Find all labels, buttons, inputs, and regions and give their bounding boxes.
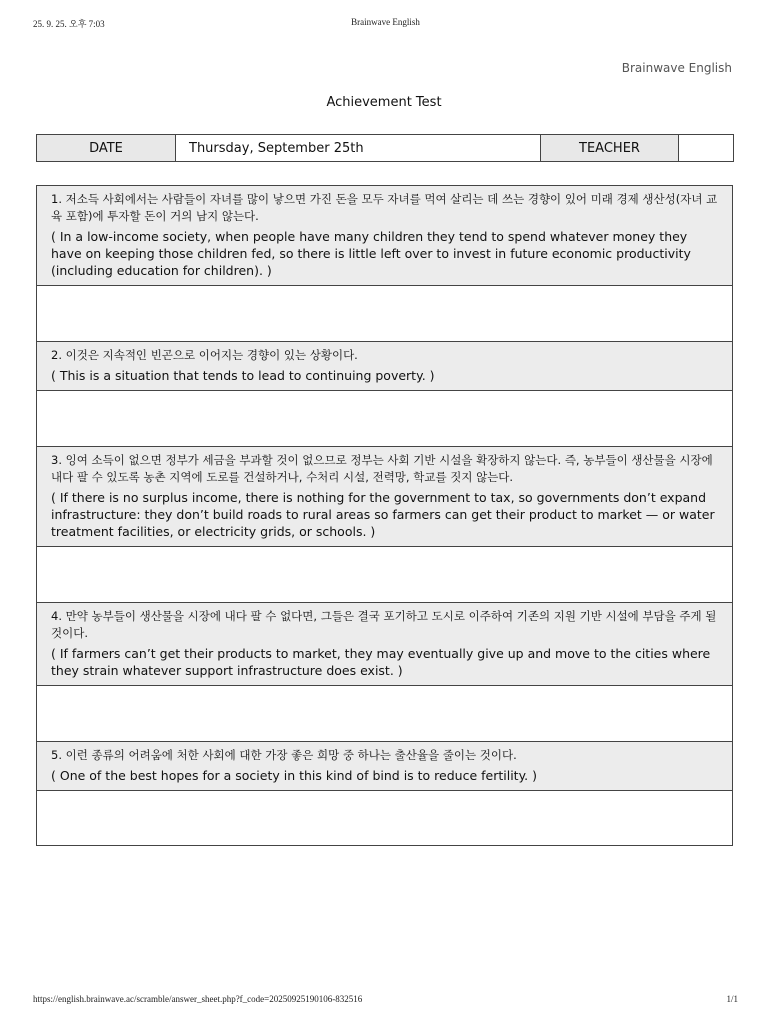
question-4-english: ( If farmers can’t get their products to market, they may eventually give up and move to the cities where they strain whatever support infrastructure does exist. )	[51, 646, 711, 678]
question-1-answer-box[interactable]	[37, 286, 732, 342]
page-number: 1/1	[726, 994, 738, 1004]
question-3-answer-box[interactable]	[37, 547, 732, 603]
question-1	[37, 186, 732, 286]
question-2-korean: 2. 이것은 지속적인 빈곤으로 이어지는 경향이 있는 상황이다.	[51, 348, 358, 362]
page-title: Achievement Test	[326, 95, 442, 110]
question-2	[37, 342, 732, 391]
question-4-answer-box[interactable]	[37, 686, 732, 742]
info-table	[36, 134, 734, 162]
question-5-korean: 5. 이런 종류의 어려움에 처한 사회에 대한 가장 좋은 희망 중 하나는 출산율을 줄이는 것이다.	[51, 748, 517, 762]
question-5-english: ( One of the best hopes for a society in this kind of bind is to reduce fertility. )	[51, 768, 538, 783]
question-1-korean: 1. 저소득 사회에서는 사람들이 자녀를 많이 낳으면 가진 돈을 모두 자녀를 먹여 살리는 데 쓰는 경향이 있어 미래 경제 생산성(자녀 교육 포함)에 투자할 돈이 거의 남지 않는다.	[51, 192, 718, 223]
teacher-value	[679, 135, 734, 162]
question-4-korean: 4. 만약 농부들이 생산물을 시장에 내다 팔 수 없다면, 그들은 결국 포기하고 도시로 이주하여 기존의 지원 기반 시설에 부담을 주게 될 것이다.	[51, 609, 717, 640]
question-5-answer-box[interactable]	[37, 791, 732, 845]
question-3-english: ( If there is no surplus income, there is nothing for the government to tax, so governments don’t expand infrastructure: they don’t build roads to rural areas so farmers can get their product to market — or water treatment facilities, or electricity grids, or schools. )	[51, 490, 715, 539]
teacher-label: TEACHER	[541, 135, 679, 162]
date-label: DATE	[37, 135, 176, 162]
question-5	[37, 742, 732, 791]
brand-label: Brainwave English	[621, 61, 732, 75]
question-2-english: ( This is a situation that tends to lead to continuing poverty. )	[51, 368, 435, 383]
question-4	[37, 603, 732, 686]
question-3	[37, 447, 732, 547]
question-list	[36, 185, 733, 846]
print-date: 25. 9. 25. 오후 7:03	[33, 19, 105, 29]
question-2-answer-box[interactable]	[37, 391, 732, 447]
question-3-korean: 3. 잉여 소득이 없으면 정부가 세금을 부과할 것이 없으므로 정부는 사회 기반 시설을 확장하지 않는다. 즉, 농부들이 생산물을 시장에 내다 팔 수 있도록 농촌 지역에 도로를 건설하거나, 수처리 시설, 전력망, 학교를 짓지 않는다.	[51, 453, 713, 484]
print-title: Brainwave English	[351, 17, 420, 27]
date-value: Thursday, September 25th	[176, 135, 541, 162]
print-url: https://english.brainwave.ac/scramble/answer_sheet.php?f_code=20250925190106-832516	[33, 994, 363, 1004]
question-1-english: ( In a low-income society, when people have many children they tend to spend whatever money they have on keeping those children fed, so there is little left over to invest in future economic productivity (including education for children). )	[51, 229, 691, 278]
